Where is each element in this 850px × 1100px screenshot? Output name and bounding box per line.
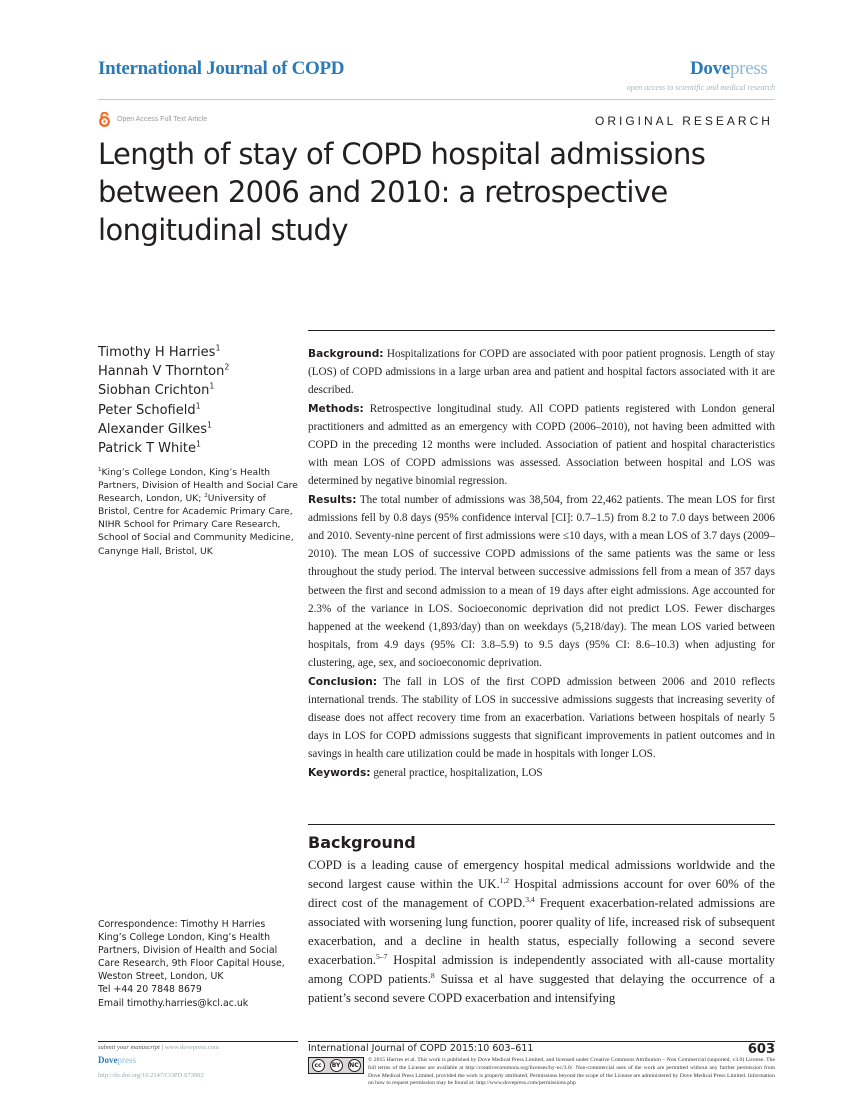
abstract-conclusion: Conclusion: The fall in LOS of the first COPD admission between 2006 and 2010 reflects international trends. The stability of LOS in successive admissions suggests that increasing severity of disease does not affect recovery time from an exacerbation. Variations between hospitals of nearly 5 days in LOS for COPD admissions suggests that significant improvements in patient outcomes and in savings in health care utilization could be made in hospitals with longer LOS. [308, 675, 775, 761]
cc-license-badge[interactable] [308, 1057, 364, 1074]
author: Alexander Gilkes$^1$ [98, 420, 213, 437]
correspondence-email[interactable]: Email timothy.harries@kcl.ac.uk [98, 997, 249, 1009]
abstract-top-rule [308, 330, 775, 331]
publisher-logo [690, 58, 768, 80]
article-title: Length of stay of COPD hospital admissions between 2006 and 2010: a retrospective longitudinal study [98, 137, 706, 247]
publisher-tagline: open access to scientific and medical research [626, 83, 775, 92]
submit-manuscript[interactable]: submit your manuscript | www.dovepress.com [98, 1044, 219, 1051]
open-access-icon [98, 112, 111, 127]
doi-link[interactable]: http://dx.doi.org/10.2147/COPD.S73992 [98, 1072, 204, 1079]
abstract-bottom-rule [308, 824, 775, 825]
header-divider [98, 99, 775, 100]
author: Hannah V Thornton$^2$ [98, 362, 230, 380]
correspondence-name: Correspondence: Timothy H Harries [98, 919, 266, 930]
license-text: © 2015 Harries et al. This work is published by Dove Medical Press Limited, and licensed under Creative Commons Attribution – Non Commercial (unported, v3.0) License. The full terms of the License are available at http://creativecommons.org/licenses/by-nc/3.0/. Non-commercial uses of the work are permitted without any further permission from Dove Medical Press Limited, provided the work is properly attributed. Permissions beyond the scope of the License are administered by Dove Medical Press Limited. Information on how to request permission may be found at: http://www.dovepress.com/permissions.php [368, 1057, 775, 1087]
author: Timothy H Harries$^1$ [98, 343, 221, 360]
body-paragraph: COPD is a leading cause of emergency hospital medical admissions worldwide and the second largest cause within the UK.$^{1,2}$ Hospital admissions account for over 60% of the direct cost of the management of COPD.$^{3,4}$ Frequent exacerbation-related admissions are associated with worsening lung function, poorer quality of life, increased risk of subsequent exacerbation, and a decline in health status, especially following a second severe exacerbation.$^{5-7}$ Hospital admission is independently associated with all-cause mortality among COPD patients.$^8$ Suissa et al have suggested that delaying the occurrence of a patient’s second severe COPD exacerbation and intensifying [308, 858, 776, 1005]
open-access-badge [98, 112, 207, 127]
footer-right-rule [308, 1041, 775, 1042]
abstract-methods: Methods: Retrospective longitudinal study. All COPD patients registered with London general practitioners and admitted as an emergency with COPD (2006–2010), not having been admitted with COPD in the preceding 12 months were included. Association of patient and hospital characteristics with mean LOS of COPD admissions was assessed. Association between hospital and LOS was determined by negative binomial regression. [308, 402, 775, 488]
correspondence [98, 918, 298, 1010]
abstract [308, 345, 775, 782]
section-heading-background: Background [308, 833, 416, 852]
abstract-keywords: Keywords: general practice, hospitalization, LOS [308, 766, 543, 779]
by-icon: BY [330, 1059, 343, 1072]
open-access-label: Open Access Full Text Article [117, 116, 208, 123]
author: Patrick T White$^1$ [98, 439, 201, 457]
publisher-logo-dove: Dove [690, 58, 730, 79]
correspondence-address: King’s College London, King’s Health Partners, Division of Health and Social Care Research, 9th Floor Capital House, Weston Street, London, UK [98, 932, 285, 983]
section-label: ORIGINAL RESEARCH [595, 114, 773, 128]
footer-left-rule [98, 1041, 298, 1042]
publisher-logo-press: press [729, 58, 768, 79]
page-number: 603 [747, 1042, 775, 1057]
affiliations: $^1$King’s College London, King’s Health Partners, Division of Health and Social Care Research, London, UK; $^2$University of Bristol, Centre for Academic Primary Care, NIHR School for Primary Care Research, School of Social and Community Medicine, Canynge Hall, Bristol, UK [98, 466, 298, 557]
citation: International Journal of COPD 2015:10 603–611 [308, 1043, 534, 1054]
nc-icon: NC [348, 1059, 361, 1072]
footer-publisher-logo: Dovepress [98, 1055, 136, 1065]
journal-name: International Journal of COPD [98, 58, 345, 79]
cc-icon: cc [312, 1059, 325, 1072]
correspondence-tel: Tel +44 20 7848 8679 [98, 984, 202, 996]
author: Siobhan Crichton$^1$ [98, 382, 215, 399]
author-list [98, 343, 229, 458]
author: Peter Schofield$^1$ [98, 401, 201, 418]
abstract-results: Results: The total number of admissions was 38,504, from 22,462 patients. The mean LOS for first admissions fell by 0.8 days (95% confidence interval [CI]: 0.7–1.5) from 8.2 to 7.0 days between 2006 and 2010. Seventy-nine percent of first admissions were ≤10 days, with a mean LOS of 3.7 days (2009–2010). The mean LOS of successive COPD admissions of the same patients was the same or less throughout the study period. The interval between successive admissions fell from a mean of 357 days between the first and second admission to a mean of 19 days after eight admissions. Age accounted for 2.3% of the variance in LOS. Socioeconomic deprivation did not predict LOS. Fewer discharges happened at the weekend (1,893/day) than on weekdays (5,218/day). The mean LOS varied between hospitals, from 4.9 days (95% CI: 3.8–5.9) to 9.5 days (95% CI: 8.6–10.3) when adjusting for clustering, age, sex, and socioeconomic deprivation. [308, 493, 775, 670]
abstract-background: Background: Hospitalizations for COPD are associated with poor patient prognosis. Length of stay (LOS) of COPD admissions in a large urban area and patient and hospital factors associated with it are described. [308, 348, 776, 397]
